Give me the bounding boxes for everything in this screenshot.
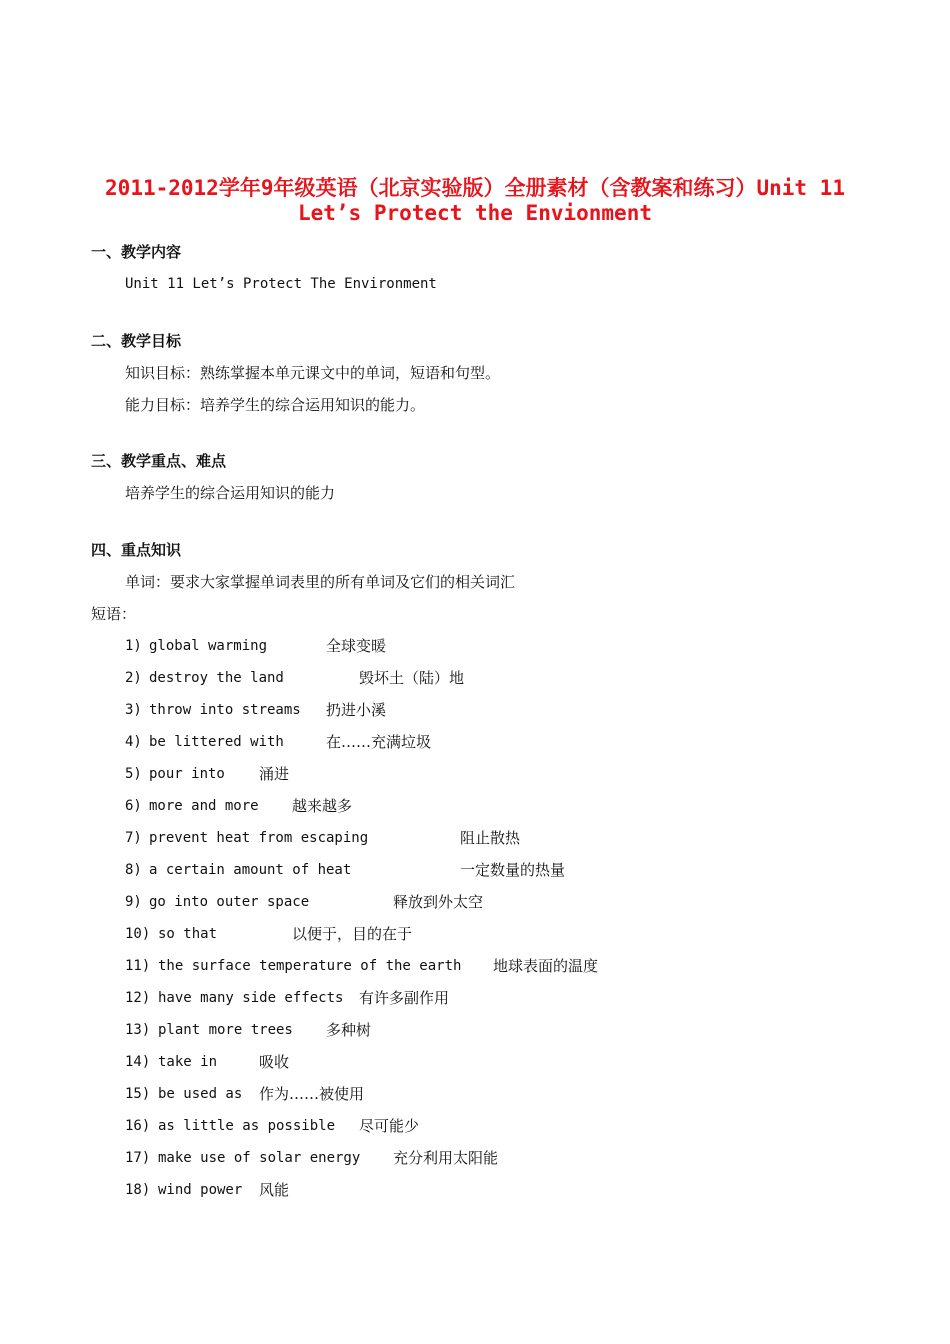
phrase-chinese: 充分利用太阳能: [393, 1149, 499, 1167]
phrase-chinese: 扔进小溪: [326, 701, 387, 719]
phrase-chinese: 作为……被使用: [259, 1085, 365, 1103]
phrase-english: wind power: [158, 1182, 243, 1198]
phrase-english: destroy the land: [149, 670, 284, 686]
phrase-english: go into outer space: [149, 894, 310, 910]
phrase-number: 17): [125, 1150, 151, 1166]
phrase-english: take in: [158, 1054, 218, 1070]
phrase-number: 12): [125, 990, 151, 1006]
phrase-english: so that: [158, 926, 218, 942]
phrase-english: a certain amount of heat: [149, 862, 352, 878]
phrase-number: 3): [125, 702, 142, 718]
phrase-number: 10): [125, 926, 151, 942]
phrase-number: 2): [125, 670, 142, 686]
phrase-number: 6): [125, 798, 142, 814]
phrase-english: plant more trees: [158, 1022, 293, 1038]
phrase-chinese: 多种树: [326, 1021, 372, 1039]
phrase-chinese: 尽可能少: [359, 1117, 420, 1135]
phrase-english: be littered with: [149, 734, 284, 750]
phrase-number: 14): [125, 1054, 151, 1070]
phrase-number: 16): [125, 1118, 151, 1134]
phrase-english: make use of solar energy: [158, 1150, 361, 1166]
phrase-chinese: 涌进: [259, 765, 290, 783]
phrase-number: 4): [125, 734, 142, 750]
section-heading-teaching-goals: 二、教学目标: [91, 332, 182, 350]
phrase-number: 11): [125, 958, 151, 974]
phrase-chinese: 阻止散热: [460, 829, 521, 847]
phrase-chinese: 越来越多: [292, 797, 353, 815]
phrase-chinese: 毁坏土（陆）地: [359, 669, 465, 687]
phrase-english: throw into streams: [149, 702, 301, 718]
phrase-chinese: 在……充满垃圾: [326, 733, 432, 751]
phrase-english: have many side effects: [158, 990, 344, 1006]
phrase-chinese: 吸收: [259, 1053, 290, 1071]
document-title: [40, 176, 910, 226]
words-requirement-text: 单词：要求大家掌握单词表里的所有单词及它们的相关词汇: [125, 573, 516, 591]
phrase-chinese: 全球变暖: [326, 637, 387, 655]
phrase-english: the surface temperature of the earth: [158, 958, 462, 974]
phrase-english: prevent heat from escaping: [149, 830, 369, 846]
phrases-label: 短语：: [91, 605, 137, 623]
section-heading-key-knowledge: 四、重点知识: [91, 541, 182, 559]
phrase-english: more and more: [149, 798, 259, 814]
phrase-chinese: 以便于，目的在于: [292, 925, 413, 943]
phrase-english: pour into: [149, 766, 225, 782]
section-heading-key-difficult-points: 三、教学重点、难点: [91, 452, 227, 470]
phrase-english: global warming: [149, 638, 268, 654]
knowledge-goal-text: 知识目标：熟练掌握本单元课文中的单词，短语和句型。: [125, 364, 501, 382]
phrase-english: be used as: [158, 1086, 243, 1102]
ability-goal-text: 能力目标：培养学生的综合运用知识的能力。: [125, 396, 426, 414]
section-heading-teaching-content: 一、教学内容: [91, 243, 182, 261]
title-line-1: 2011-2012学年9年级英语（北京实验版）全册素材（含教案和练习）Unit 11: [105, 176, 845, 200]
phrase-number: 13): [125, 1022, 151, 1038]
phrase-chinese: 地球表面的温度: [493, 957, 599, 975]
phrase-english: as little as possible: [158, 1118, 336, 1134]
phrase-number: 18): [125, 1182, 151, 1198]
phrase-number: 5): [125, 766, 142, 782]
phrase-chinese: 有许多副作用: [359, 989, 450, 1007]
key-points-text: 培养学生的综合运用知识的能力: [125, 484, 336, 502]
phrase-number: 9): [125, 894, 142, 910]
phrase-chinese: 释放到外太空: [393, 893, 484, 911]
phrase-number: 8): [125, 862, 142, 878]
phrase-number: 15): [125, 1086, 151, 1102]
phrase-chinese: 一定数量的热量: [460, 861, 566, 879]
phrase-number: 1): [125, 638, 142, 654]
teaching-content-text: Unit 11 Let’s Protect The Environment: [125, 276, 437, 292]
phrase-chinese: 风能: [259, 1181, 290, 1199]
title-line-2: Let’s Protect the Envionment: [297, 201, 652, 225]
phrase-number: 7): [125, 830, 142, 846]
